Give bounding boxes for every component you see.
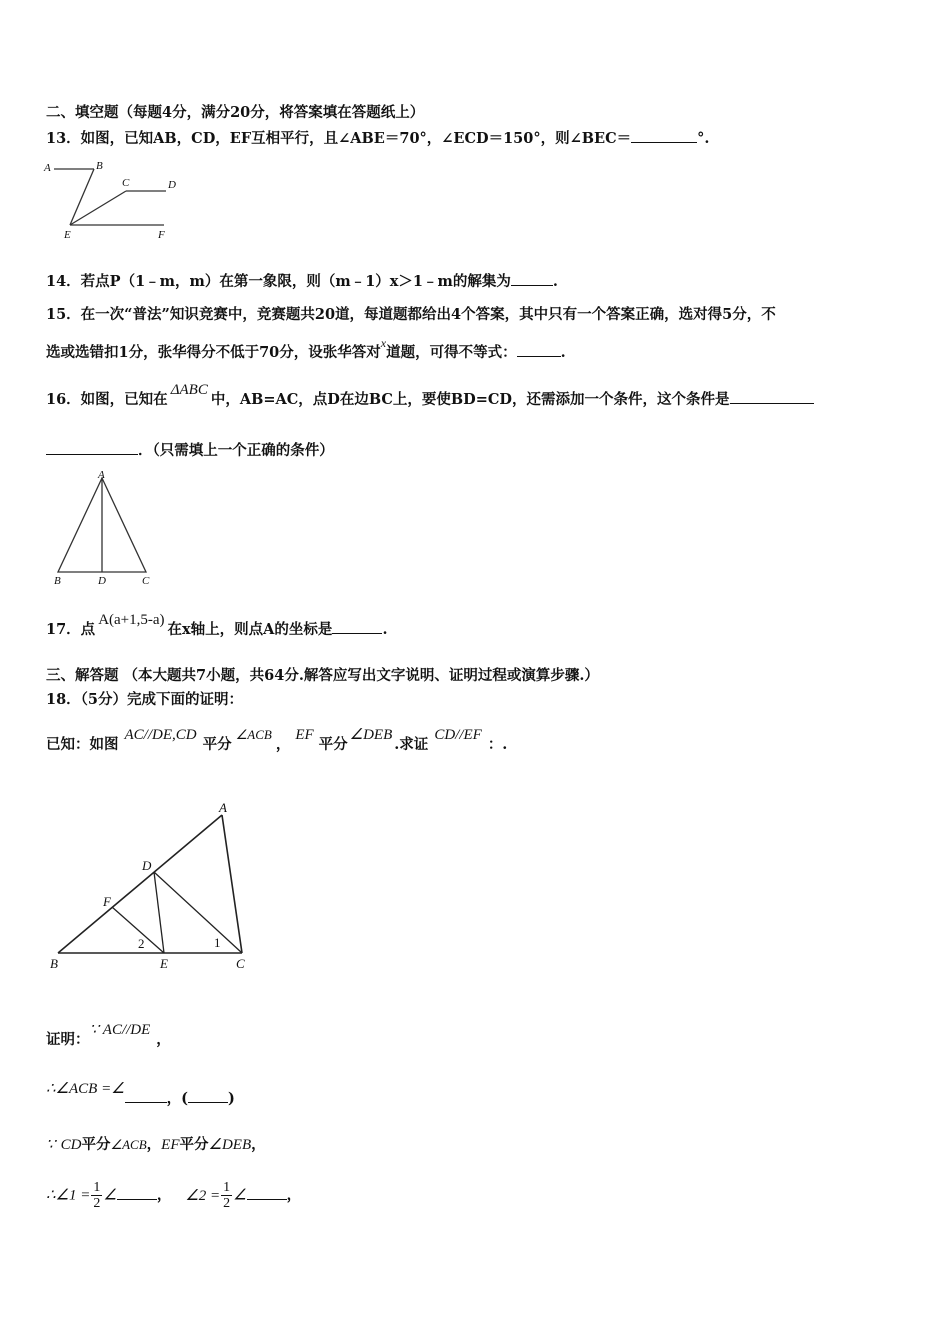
segment-dc — [154, 872, 164, 953]
question-17-tail: . — [382, 621, 388, 638]
fraction-one-half — [91, 1180, 102, 1211]
proof-step-2-mid: ，( — [166, 1090, 189, 1107]
answer-blank[interactable] — [125, 1088, 167, 1103]
question-13-tail: °. — [697, 130, 710, 147]
question-17 — [46, 612, 388, 640]
proof-step-3-comma: ， — [146, 1136, 162, 1153]
proof-step-3-mid-2: 平分 — [179, 1136, 209, 1153]
question-15-text-b: 道题，可得不等式： — [386, 344, 517, 361]
question-16-line-2-text: ．（只需填上一个正确的条件） — [138, 442, 334, 459]
question-15-line-2 — [46, 336, 566, 363]
answer-blank[interactable] — [511, 271, 553, 286]
label-a: A — [98, 469, 105, 481]
reason-blank[interactable] — [188, 1088, 228, 1103]
question-17-post: 在x轴上，则点A的坐标是 — [167, 621, 333, 638]
proof-step-4-b: ∠2 = — [185, 1187, 221, 1204]
question-14 — [46, 271, 558, 292]
proof-step-4-comma: ， — [156, 1186, 172, 1204]
question-13-text: 13．如图，已知AB，CD，EF互相平行，且∠ABE＝70°，∠ECD＝150°，则∠BEC＝ — [46, 130, 632, 147]
question-14-text: 14．若点P（1﹣m，m）在第一象限，则（m﹣1）x＞1﹣m的解集为 — [46, 273, 511, 290]
label-e: E — [160, 956, 168, 971]
label-a: A — [44, 162, 51, 174]
variable-x: x — [380, 336, 387, 350]
question-14-tail: . — [552, 273, 558, 290]
proof-step-3-ef: EF — [161, 1137, 180, 1153]
angle-symbol: ∠ — [103, 1187, 117, 1204]
parallel-lines-figure — [40, 157, 185, 243]
given-end: ：. — [487, 736, 508, 753]
proof-line-4 — [46, 1180, 301, 1211]
proof-label: 证明： — [46, 1031, 90, 1048]
label-a: A — [219, 800, 227, 815]
answer-blank[interactable] — [631, 128, 697, 143]
question-18-given — [46, 727, 508, 755]
segment-ec — [70, 191, 126, 225]
proof-figure — [42, 795, 262, 977]
angle-symbol: ∠ — [233, 1187, 247, 1204]
segment-de — [154, 872, 242, 953]
proof-step-3-deb: ∠DEB — [208, 1137, 252, 1153]
answer-blank-continued[interactable] — [46, 440, 138, 455]
question-16-line-2 — [46, 440, 334, 461]
question-16-line-1 — [46, 382, 814, 410]
proof-line-2 — [46, 1081, 235, 1109]
proof-step-4-end: ， — [286, 1186, 302, 1204]
isosceles-triangle-figure — [48, 468, 163, 586]
fraction-numerator: 1 — [93, 1180, 101, 1195]
given-comma: ， — [275, 736, 291, 753]
section-3-heading: 三、解答题 （本大题共7小题，共64分.解答应写出文字说明、证明过程或演算步骤.） — [46, 667, 599, 684]
proof-step-2-end: ) — [228, 1090, 235, 1107]
given-formula-4: ∠DEB — [349, 727, 393, 743]
label-b: B — [54, 575, 61, 586]
question-15-text-a: 选或选错扣1分，张华得分不低于70分，设张华答对 — [46, 344, 381, 361]
proof-line-1 — [46, 1022, 171, 1050]
given-mid-2: 平分 — [318, 736, 348, 753]
label-d: D — [98, 575, 106, 586]
given-mid-1: 平分 — [202, 736, 232, 753]
angle-1-label: 1 — [214, 935, 221, 950]
section-2-heading: 二、填空题（每题4分，满分20分，将答案填在答题纸上） — [46, 104, 425, 121]
fraction-one-half — [221, 1180, 232, 1211]
given-formula-5: CD//EF — [434, 727, 482, 743]
proof-line-3 — [46, 1135, 266, 1155]
given-pre: 已知：如图 — [46, 736, 119, 753]
answer-blank[interactable] — [117, 1185, 157, 1200]
fraction-denominator: 2 — [223, 1196, 231, 1211]
label-b: B — [96, 160, 103, 172]
given-formula-2: ∠ACB — [235, 727, 272, 742]
answer-blank[interactable] — [730, 389, 814, 404]
proof-step-3-cd: CD — [60, 1137, 82, 1153]
question-17-pre: 17．点 — [46, 621, 96, 638]
fraction-denominator: 2 — [93, 1196, 101, 1211]
given-formula-3: EF — [295, 727, 314, 743]
given-formula-1: AC//DE,CD — [124, 727, 197, 743]
fraction-numerator: 1 — [223, 1180, 231, 1195]
answer-blank[interactable] — [247, 1185, 287, 1200]
because-symbol: ∵ — [46, 1137, 56, 1153]
given-mid-3: .求证 — [394, 736, 429, 753]
label-d: D — [142, 858, 152, 873]
question-16-pre: 16．如图，已知在 — [46, 391, 168, 408]
question-16-post: 中，AB=AC，点D在边BC上，要使BD=CD，还需添加一个条件，这个条件是 — [210, 391, 730, 408]
proof-step-3-acb: ∠ACB — [110, 1137, 147, 1152]
proof-comma-1: ， — [156, 1031, 171, 1048]
label-c: C — [236, 956, 245, 971]
proof-step-3-end: ， — [251, 1136, 266, 1153]
proof-step-2-formula: ∴∠ACB =∠ — [46, 1081, 125, 1097]
proof-step-4-a: ∴∠1 = — [46, 1187, 91, 1204]
point-a-expression: A(a+1,5-a) — [98, 612, 165, 628]
answer-blank[interactable] — [332, 619, 382, 634]
segment-be — [70, 169, 94, 225]
label-f: F — [158, 229, 165, 241]
label-e: E — [64, 229, 71, 241]
question-15-line-1: 15．在一次“普法”知识竞赛中，竞赛题共20道，每道题都给出4个答案，其中只有一个答案正确，选对得5分，不 — [46, 306, 776, 323]
segment-ac — [222, 815, 242, 953]
label-f: F — [103, 894, 111, 909]
question-18-title: 18．（5分）完成下面的证明： — [46, 691, 244, 708]
angle-2-label: 2 — [138, 936, 145, 951]
proof-formula-1: ∵ AC//DE — [89, 1022, 151, 1038]
label-d: D — [168, 179, 176, 191]
label-c: C — [142, 575, 150, 586]
label-c: C — [122, 177, 130, 189]
triangle-abc: ΔABC — [170, 382, 208, 398]
label-b: B — [50, 956, 58, 971]
answer-blank[interactable] — [517, 342, 561, 357]
question-13 — [46, 128, 709, 149]
question-15-tail: . — [560, 344, 566, 361]
proof-step-3-mid-1: 平分 — [81, 1136, 111, 1153]
